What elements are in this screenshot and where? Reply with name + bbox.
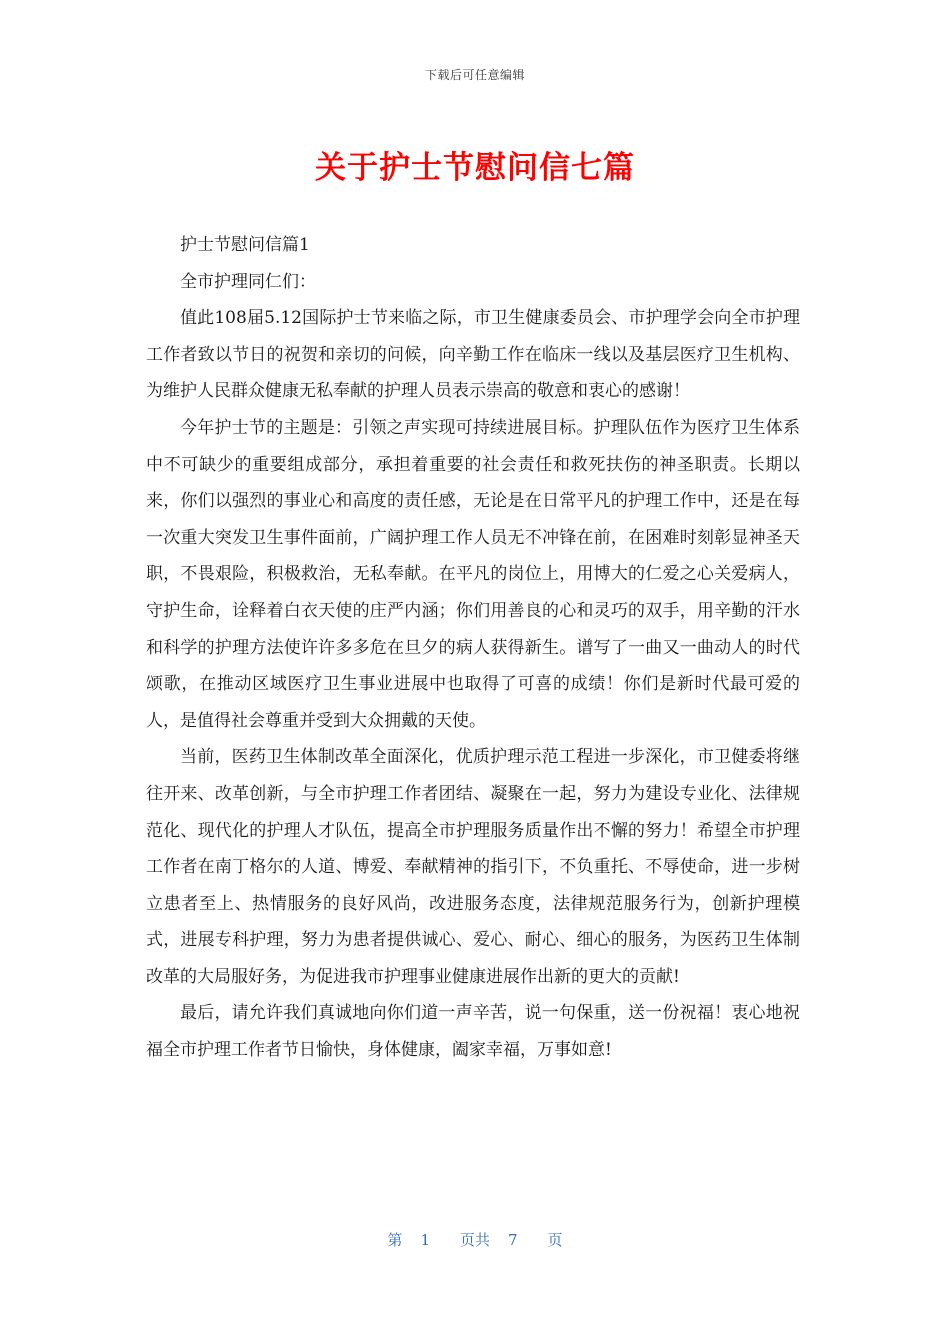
body-paragraph: 今年护士节的主题是：引领之声实现可持续进展目标。护理队伍作为医疗卫生体系中不可缺少的重要组成部分，承担着重要的社会责任和救死扶伤的神圣职责。长期以来，你们以强烈的事业心和高度的责任感，无论是在日常平凡的护理工作中，还是在每一次重大突发卫生事件面前，广阔护理工作人员无不冲锋在前，在困难时刻彰显神圣天职，不畏艰险，积极救治，无私奉献。在平凡的岗位上，用博大的仁爱之心关爱病人，守护生命，诠释着白衣天使的庄严内涵；你们用善良的心和灵巧的双手，用辛勤的汗水和科学的护理方法使许许多多危在旦夕的病人获得新生。谱写了一曲又一曲动人的时代颂歌，在推动区域医疗卫生事业进展中也取得了可喜的成绩！你们是新时代最可爱的人，是值得社会尊重并受到大众拥戴的天使。 — [146, 417, 800, 731]
section-heading: 护士节慰问信篇1 — [180, 235, 310, 255]
document-title: 关于护士节慰问信七篇 — [315, 150, 635, 186]
document-body — [146, 227, 800, 1069]
total-pages-number: 7 — [508, 1231, 518, 1249]
header-note: 下载后可任意编辑 — [424, 68, 525, 82]
closing-paragraph: 最后，请允许我们真诚地向你们道一声辛苦，说一句保重，送一份祝福！衷心地祝福全市护理工作者节日愉快，身体健康，阖家幸福，万事如意! — [146, 1003, 800, 1061]
page-footer — [0, 1229, 950, 1250]
page-mid: 页共 — [459, 1231, 490, 1249]
body-paragraph: 值此108届5.12国际护士节来临之际，市卫生健康委员会、市护理学会向全市护理工作者致以节日的祝贺和亲切的问候，向辛勤工作在临床一线以及基层医疗卫生机构、为维护人民群众健康无私奉献的护理人员表示崇高的敬意和衷心的感谢！ — [146, 308, 800, 402]
page-suffix: 页 — [547, 1231, 563, 1249]
salutation: 全市护理同仁们： — [180, 271, 316, 292]
current-page-number: 1 — [420, 1231, 430, 1249]
page-prefix: 第 — [387, 1231, 403, 1249]
body-paragraph: 当前，医药卫生体制改革全面深化，优质护理示范工程进一步深化，市卫健委将继往开来、改革创新，与全市护理工作者团结、凝聚在一起，努力为建设专业化、法律规范化、现代化的护理人才队伍，提高全市护理服务质量作出不懈的努力！希望全市护理工作者在南丁格尔的人道、博爱、奉献精神的指引下，不负重托、不辱使命，进一步树立患者至上、热情服务的良好风尚，改进服务态度，法律规范服务行为，创新护理模式，进展专科护理，努力为患者提供诚心、爱心、耐心、细心的服务，为医药卫生体制改革的大局服好务，为促进我市护理事业健康进展作出新的更大的贡献! — [146, 747, 800, 987]
